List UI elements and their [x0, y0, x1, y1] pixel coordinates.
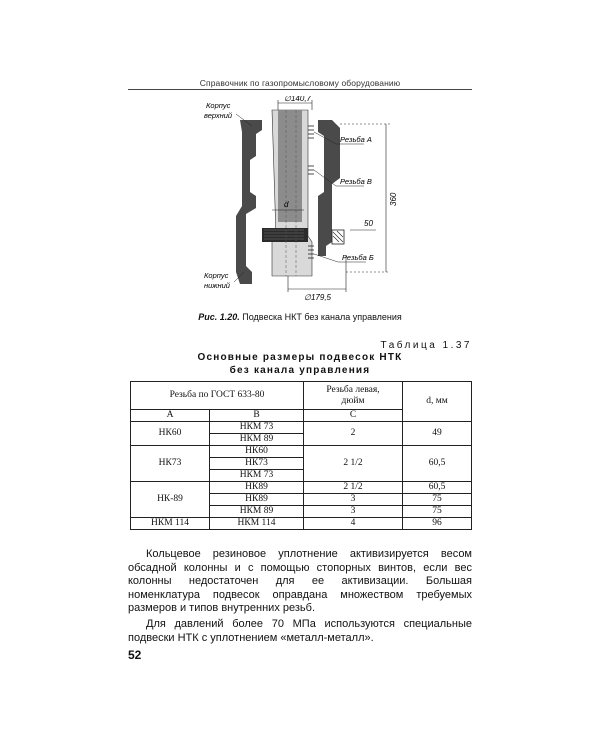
- table-row: [131, 518, 472, 530]
- figure-caption: [128, 312, 472, 322]
- cell-c: 3: [304, 506, 403, 518]
- cell-c: 2 1/2: [304, 446, 403, 482]
- cell-d: 60,5: [403, 482, 472, 494]
- label-bottom-body-2: нижний: [204, 281, 230, 290]
- paragraph-2: Для давлений более 70 МПа используются специальные подвески НТК с уплотнением «металл-металл».: [128, 617, 472, 644]
- cell-c: 2: [304, 422, 403, 446]
- table-row: [131, 482, 472, 494]
- label-thread-a: Резьба А: [340, 135, 372, 144]
- cell-d: 49: [403, 422, 472, 446]
- table-row: [131, 422, 472, 434]
- dim-50-label: 50: [364, 219, 373, 228]
- subheader-a: А: [131, 410, 210, 422]
- table-header-row: [131, 382, 472, 410]
- cell-a: НК-89: [131, 482, 210, 518]
- paragraph-1: Кольцевое резиновое уплотнение активизируется весом обсадной колонны и с помощью стопорных винтов, если вес колонны недостаточен для ее активизации. Большая номенклатура подвесок оправдана множеством требуемых размеров и типов внутренних резьб.: [128, 548, 472, 615]
- cell-d: 75: [403, 506, 472, 518]
- body-text: [128, 548, 472, 645]
- cell-d: 75: [403, 494, 472, 506]
- cell-d: 60,5: [403, 446, 472, 482]
- cell-c: 2 1/2: [304, 482, 403, 494]
- figure-caption-number: Рис. 1.20.: [198, 312, 240, 322]
- running-head: Справочник по газопромысловому оборудованию: [199, 78, 401, 88]
- cell-c: 4: [304, 518, 403, 530]
- cell-d: 96: [403, 518, 472, 530]
- cell-b: НКМ 114: [210, 518, 304, 530]
- cell-b: НКМ 73: [210, 422, 304, 434]
- label-top-body-2: верхний: [204, 111, 233, 120]
- label-bottom-body-1: Корпус: [204, 271, 229, 280]
- cell-b: НК73: [210, 458, 304, 470]
- cell-b: НК60: [210, 446, 304, 458]
- cell-b: НК89: [210, 494, 304, 506]
- header-d: d, мм: [403, 382, 472, 422]
- label-top-body-1: Корпус: [206, 101, 231, 110]
- cell-b: НКМ 89: [210, 506, 304, 518]
- cell-b: НКМ 89: [210, 434, 304, 446]
- cell-a: НК73: [131, 446, 210, 482]
- dim-height-label: 360: [389, 192, 398, 206]
- page-number: 52: [128, 648, 142, 662]
- subheader-c: С: [304, 410, 403, 422]
- header-left-thread-line1: Резьба левая,: [326, 384, 380, 395]
- header-left-thread: [304, 382, 403, 410]
- hanger-drawing-svg: [200, 96, 410, 304]
- header-left-thread-line2: дюйм: [341, 395, 365, 406]
- figure-caption-text: Подвеска НКТ без канала управления: [242, 312, 402, 322]
- subheader-b: В: [210, 410, 304, 422]
- header-rule: [128, 89, 472, 90]
- cell-b: НКМ 73: [210, 470, 304, 482]
- hanger-body-band: [278, 110, 302, 222]
- label-thread-b: Резьба В: [340, 177, 372, 186]
- dim-bottom-label: ∅179,5: [304, 293, 331, 302]
- table-title-line2: без канала управления: [229, 365, 371, 376]
- dim-d-label: d: [284, 200, 289, 209]
- cell-c: 3: [304, 494, 403, 506]
- table-title-line1: Основные размеры подвесок НТК: [197, 352, 403, 363]
- cell-a: НКМ 114: [131, 518, 210, 530]
- cell-a: НК60: [131, 422, 210, 446]
- dim-top-label: ∅140,7: [284, 96, 311, 103]
- cell-b: НК89: [210, 482, 304, 494]
- label-thread-c: Резьба Б: [342, 253, 374, 262]
- left-housing-shape: [236, 120, 262, 284]
- dimensions-table: [130, 381, 472, 530]
- header-thread-gost: Резьба по ГОСТ 633-80: [131, 382, 304, 410]
- table-number: Таблица 1.37: [380, 340, 472, 351]
- table-title: [128, 351, 472, 377]
- table-row: [131, 446, 472, 458]
- figure-hanger-drawing: [200, 96, 410, 304]
